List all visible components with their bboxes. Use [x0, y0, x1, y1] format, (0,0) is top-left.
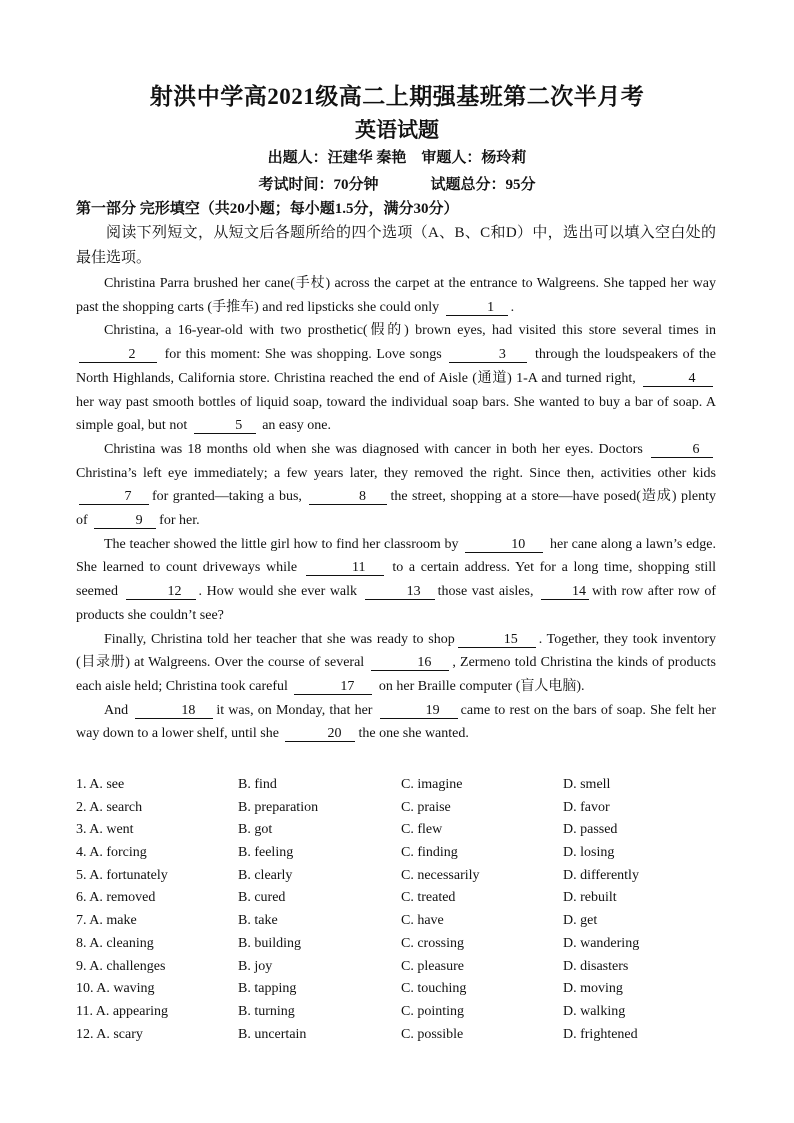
option-4-a: 4. A. forcing — [76, 845, 147, 861]
option-12-d: D. frightened — [563, 1026, 638, 1042]
option-1-d: D. smell — [563, 777, 611, 792]
blank-12: 12 — [126, 584, 196, 600]
option-row-11 — [76, 1001, 716, 1024]
option-11-d: D. walking — [563, 1003, 626, 1019]
exam-total: 试题总分：95分 — [430, 177, 536, 193]
option-row-10 — [76, 978, 716, 1001]
option-4-c: C. finding — [401, 845, 458, 861]
option-1-a: 1. A. see — [76, 777, 125, 792]
option-7-c: C. have — [401, 913, 444, 929]
option-6-b: B. cured — [238, 890, 286, 906]
blank-2: 2 — [79, 347, 157, 363]
option-row-1 — [76, 774, 716, 797]
blank-8: 8 — [309, 489, 387, 505]
blank-16: 16 — [371, 655, 449, 671]
instructions: 阅读下列短文，从短文后各题所给的四个选项（A、B、C和D）中，选出可以填入空白处的最佳选项。 — [76, 225, 716, 266]
option-8-c: C. crossing — [401, 935, 464, 951]
option-10-d: D. moving — [563, 981, 623, 997]
option-row-5 — [76, 865, 716, 888]
blank-7: 7 — [79, 489, 149, 505]
blank-15: 15 — [458, 632, 536, 648]
option-12-c: C. possible — [401, 1026, 464, 1042]
option-10-c: C. touching — [401, 981, 467, 997]
blank-20: 20 — [285, 726, 355, 742]
option-3-d: D. passed — [563, 822, 618, 838]
setter-label: 出题人：汪建华 秦艳 — [267, 150, 407, 166]
blank-9: 9 — [94, 513, 156, 529]
option-8-a: 8. A. cleaning — [76, 935, 154, 951]
option-row-8 — [76, 933, 716, 956]
option-5-d: D. differently — [563, 867, 639, 883]
option-5-a: 5. A. fortunately — [76, 867, 168, 883]
authors-line — [0, 146, 794, 167]
option-row-7 — [76, 910, 716, 933]
paragraph-4: The teacher showed the little girl how to find her classroom by 10 her cane along a lawn’s edge. She learned to count driveways while 11 to a certain address. Yet for a long time, shopping still seemed 12 . How would she ever walk 13 those vast aisles, 14 with row after row of products she couldn’t see? — [76, 536, 717, 623]
blank-11: 11 — [306, 560, 384, 576]
option-9-a: 9. A. challenges — [76, 958, 166, 974]
option-8-d: D. wandering — [563, 935, 640, 951]
option-row-9 — [76, 956, 716, 979]
option-3-c: C. flew — [401, 822, 443, 838]
option-9-c: C. pleasure — [401, 958, 464, 974]
option-2-d: D. favor — [563, 799, 610, 815]
option-2-b: B. preparation — [238, 799, 319, 815]
blank-5: 5 — [194, 418, 256, 434]
blank-14: 14 — [541, 584, 589, 600]
blank-10: 10 — [465, 537, 543, 553]
option-7-d: D. get — [563, 913, 598, 929]
option-1-b: B. find — [238, 777, 277, 792]
paragraph-1: Christina Parra brushed her cane(手杖) across the carpet at the entrance to Walgreens. She tapped her way past the shopping carts (手推车) and red lipsticks she could only 1 . — [76, 276, 716, 315]
option-11-c: C. pointing — [401, 1003, 465, 1019]
paragraph-5: Finally, Christina told her teacher that she was ready to shop 15 . Together, they took inventory (目录册) at Walgreens. Over the course of several 16 , Zermeno told Christina the kinds of products each aisle held; Christina took careful 17 on her Braille computer (盲人电脑). — [76, 631, 716, 694]
exam-info-line — [0, 173, 794, 194]
option-11-b: B. turning — [238, 1003, 295, 1019]
option-5-b: B. clearly — [238, 867, 293, 883]
option-11-a: 11. A. appearing — [76, 1003, 169, 1019]
exam-title: 射洪中学高2021级高二上期强基班第二次半月考 — [149, 84, 645, 109]
option-12-b: B. uncertain — [238, 1026, 307, 1042]
option-7-b: B. take — [238, 913, 278, 929]
blank-13: 13 — [365, 584, 435, 600]
option-row-4 — [76, 842, 716, 865]
option-8-b: B. building — [238, 935, 302, 951]
option-4-d: D. losing — [563, 845, 615, 861]
blank-3: 3 — [449, 347, 527, 363]
option-9-d: D. disasters — [563, 958, 629, 974]
option-row-3 — [76, 819, 716, 842]
options-list — [76, 774, 716, 1046]
option-12-a: 12. A. scary — [76, 1026, 143, 1042]
paragraph-6: And 18 it was, on Monday, that her 19 came to rest on the bars of soap. She felt her way down to a lower shelf, until she 20 the one she wanted. — [76, 702, 717, 742]
exam-subtitle: 英语试题 — [355, 118, 439, 142]
option-5-c: C. necessarily — [401, 867, 480, 883]
passage — [76, 221, 716, 746]
option-10-b: B. tapping — [238, 981, 297, 997]
option-10-a: 10. A. waving — [76, 981, 155, 997]
option-row-12 — [76, 1024, 716, 1047]
blank-1: 1 — [446, 300, 508, 316]
paragraph-3: Christina was 18 months old when she was diagnosed with cancer in both her eyes. Doctors 6Christina’s left eye immediately; a few years later, they removed the right. Since then, activities other kids 7 for granted—taking a bus, 8 the street, shopping at a store—have posed(造成) plenty of 9 for her. — [76, 441, 717, 529]
paragraph-2: Christina, a 16-year-old with two prosthetic(假的) brown eyes, had visited this store several times in 2 for this moment: She was shopping. Love songs 3 through the loudspeakers of the North Highlands, California store. Christina reached the end of Aisle (通道) 1-A and turned right, 4her way past smooth bottles of liquid soap, toward the individual soap bars. She wanted to buy a bar of soap. A simple goal, but not 5 an easy one. — [76, 323, 717, 434]
blank-18: 18 — [135, 703, 213, 719]
exam-time: 考试时间：70分钟 — [258, 177, 379, 193]
option-2-c: C. praise — [401, 799, 451, 815]
blank-4: 4 — [643, 371, 713, 387]
option-3-a: 3. A. went — [76, 822, 134, 838]
option-1-c: C. imagine — [401, 777, 463, 792]
section-title: 第一部分 完形填空（共20小题；每小题1.5分，满分30分） — [76, 201, 459, 217]
reviewer-label: 审题人：杨玲莉 — [421, 150, 527, 166]
option-6-c: C. treated — [401, 890, 456, 906]
option-6-a: 6. A. removed — [76, 890, 156, 906]
option-7-a: 7. A. make — [76, 913, 137, 929]
option-3-b: B. got — [238, 822, 273, 838]
option-4-b: B. feeling — [238, 845, 294, 861]
blank-17: 17 — [294, 679, 372, 695]
blank-19: 19 — [380, 703, 458, 719]
blank-6: 6 — [651, 442, 713, 458]
option-row-6 — [76, 887, 716, 910]
option-9-b: B. joy — [238, 958, 273, 974]
option-2-a: 2. A. search — [76, 799, 143, 815]
option-row-2 — [76, 797, 716, 820]
option-6-d: D. rebuilt — [563, 890, 617, 906]
